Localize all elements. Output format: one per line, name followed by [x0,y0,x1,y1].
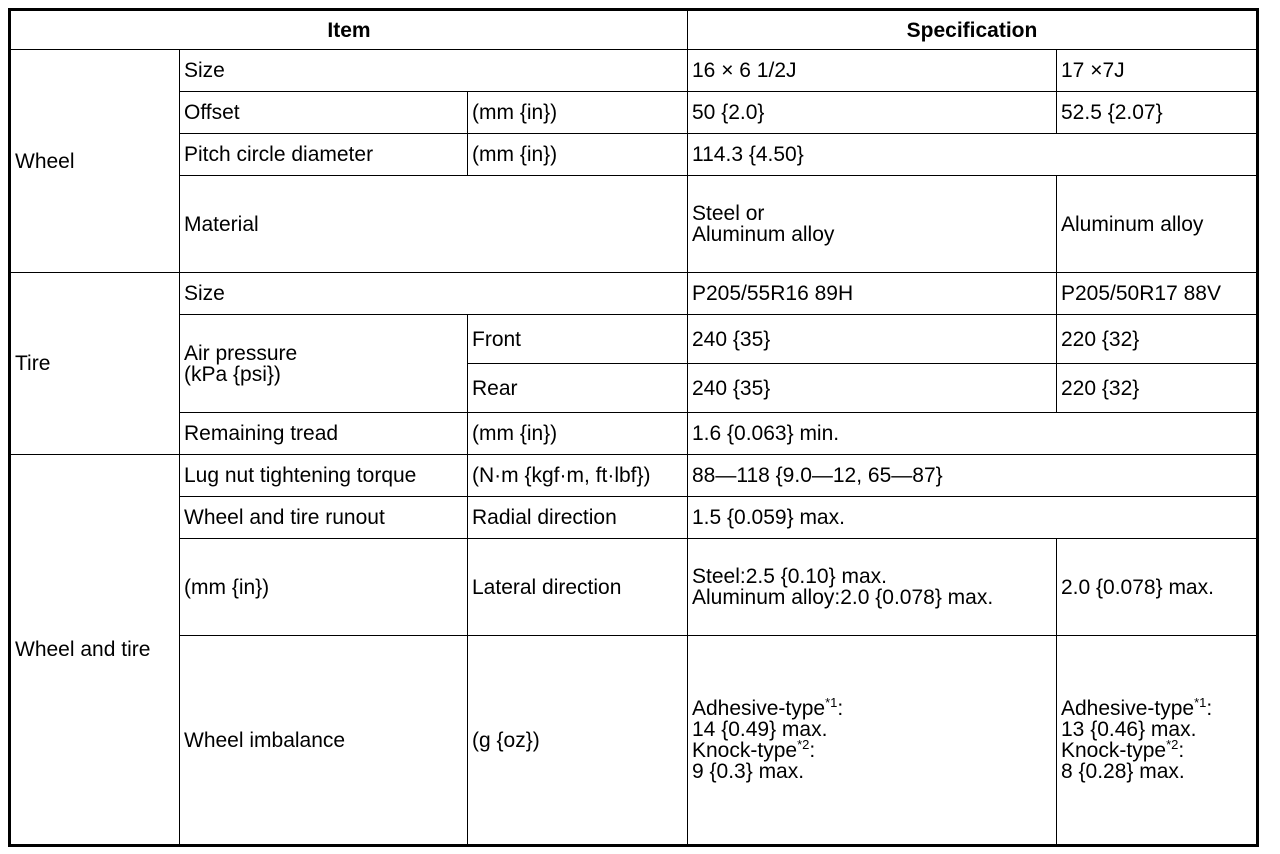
air-label-line-2: (kPa {psi}) [184,362,281,386]
tire-air-pressure-label [180,315,468,413]
table-row [10,92,1258,134]
wheel-material-17: Aluminum alloy [1057,176,1258,273]
lug-torque-label: Lug nut tightening torque [180,455,468,497]
tire-tread-label: Remaining tread [180,413,468,455]
colon: : [809,739,816,762]
runout-lateral-16 [688,539,1057,636]
knock-type-label: Knock-type [1061,739,1167,762]
tire-air-front-16: 240 {35} [688,315,1057,364]
tire-size-label: Size [180,273,688,315]
wheel-offset-16: 50 {2.0} [688,92,1057,134]
adhesive-type-label: Adhesive-type [1061,697,1195,720]
adhesive-type-label: Adhesive-type [692,697,826,720]
wheel-material-label: Material [180,176,688,273]
header-specification: Specification [688,10,1258,50]
footnote-2-marker: *2 [1166,737,1179,752]
table-row [10,455,1258,497]
wheel-tire-spec-table [8,8,1259,847]
group-tire: Tire [10,273,180,455]
tire-size-17: P205/50R17 88V [1057,273,1258,315]
adhesive-value: 13 {0.46} max. [1061,718,1197,741]
runout-radial-label: Radial direction [468,497,688,539]
table-row [10,134,1258,176]
knock-type-line [1061,737,1252,762]
adhesive-value: 14 {0.49} max. [692,718,828,741]
air-label-line-1: Air pressure [184,341,298,365]
wheel-offset-label: Offset [180,92,468,134]
knock-type-line [692,737,1052,762]
runout-unit: (mm {in}) [180,539,468,636]
imbalance-label: Wheel imbalance [180,636,468,846]
table-row [10,315,1258,364]
footnote-2-marker: *2 [797,737,810,752]
lug-torque-value: 88—118 {9.0—12, 65—87} [688,455,1258,497]
table-row [10,413,1258,455]
adhesive-type-line [692,695,1052,720]
tire-air-front-label: Front [468,315,688,364]
wheel-size-16: 16 × 6 1/2J [688,50,1057,92]
wheel-pcd-unit: (mm {in}) [468,134,688,176]
tire-tread-unit: (mm {in}) [468,413,688,455]
tire-air-rear-16: 240 {35} [688,364,1057,413]
table-row [10,539,1258,636]
table-row [10,636,1258,846]
wheel-material-16 [688,176,1057,273]
table-row [10,176,1258,273]
tire-air-rear-label: Rear [468,364,688,413]
wheel-size-label: Size [180,50,688,92]
footnote-1-marker: *1 [825,695,838,710]
spec-page [8,8,1259,847]
knock-value: 8 {0.28} max. [1061,760,1185,783]
runout-radial-value: 1.5 {0.059} max. [688,497,1258,539]
knock-value: 9 {0.3} max. [692,760,805,783]
imbalance-unit: (g {oz}) [468,636,688,846]
wheel-pcd-value: 114.3 {4.50} [688,134,1258,176]
group-wheel: Wheel [10,50,180,273]
wheel-offset-unit: (mm {in}) [468,92,688,134]
header-item: Item [10,10,688,50]
lateral-line-2: Aluminum alloy:2.0 {0.078} max. [692,586,994,609]
colon: : [837,697,844,720]
tire-air-rear-17: 220 {32} [1057,364,1258,413]
wheel-offset-17: 52.5 {2.07} [1057,92,1258,134]
colon: : [1206,697,1213,720]
lateral-line-1: Steel:2.5 {0.10} max. [692,565,887,588]
tire-tread-value: 1.6 {0.063} min. [688,413,1258,455]
adhesive-type-line [1061,695,1252,720]
header-row [10,10,1258,50]
table-row [10,497,1258,539]
imbalance-17 [1057,636,1258,846]
runout-label: Wheel and tire runout [180,497,468,539]
wheel-pcd-label: Pitch circle diameter [180,134,468,176]
table-row [10,273,1258,315]
table-row [10,50,1258,92]
material-line-2: Aluminum alloy [692,223,835,246]
footnote-1-marker: *1 [1194,695,1207,710]
tire-size-16: P205/55R16 89H [688,273,1057,315]
knock-type-label: Knock-type [692,739,798,762]
wheel-size-17: 17 ×7J [1057,50,1258,92]
material-line-1: Steel or [692,202,765,225]
lug-torque-unit: (N·m {kgf·m, ft·lbf}) [468,455,688,497]
runout-lateral-label: Lateral direction [468,539,688,636]
runout-lateral-17: 2.0 {0.078} max. [1057,539,1258,636]
tire-air-front-17: 220 {32} [1057,315,1258,364]
group-wheel-and-tire: Wheel and tire [10,455,180,846]
colon: : [1178,739,1185,762]
imbalance-16 [688,636,1057,846]
